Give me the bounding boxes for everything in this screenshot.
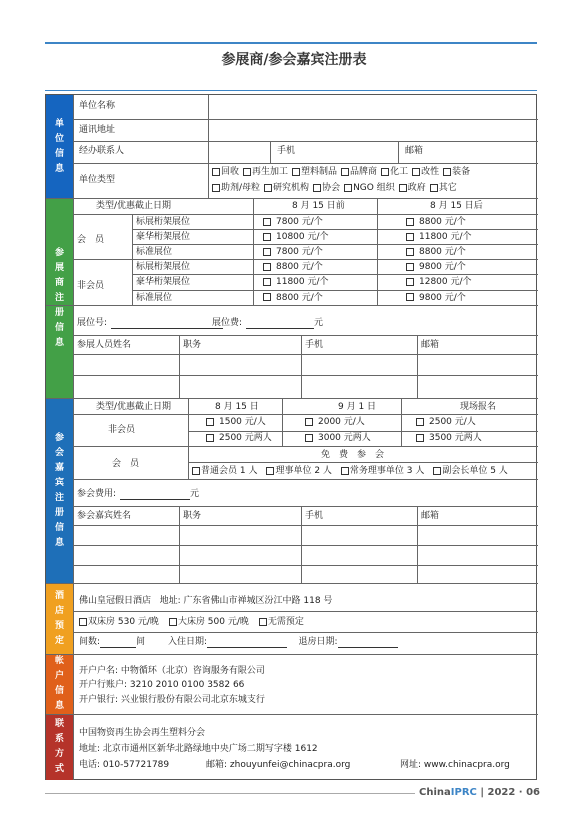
registration-form bbox=[45, 94, 537, 780]
checkbox-label: 无需预定 bbox=[267, 617, 304, 627]
booth-type: 豪华桁架展位 bbox=[136, 277, 191, 288]
price-after-option[interactable] bbox=[406, 247, 466, 258]
section-char: 息 bbox=[54, 701, 64, 711]
price-before-option[interactable] bbox=[263, 247, 323, 258]
price-before-option[interactable] bbox=[263, 277, 329, 288]
section-divider bbox=[46, 583, 538, 584]
price-after-option[interactable] bbox=[406, 262, 466, 273]
checkbox-box[interactable] bbox=[416, 434, 424, 442]
section-char: 式 bbox=[54, 764, 64, 774]
contact-website[interactable]: 网址: www.chinacpra.org bbox=[400, 760, 510, 770]
checkbox-box[interactable] bbox=[412, 168, 420, 176]
account-number: 开户行账户: 3210 2010 0100 3582 66 bbox=[79, 680, 245, 690]
booth-type: 标展桁架展位 bbox=[136, 262, 191, 273]
booth-number-field[interactable] bbox=[77, 318, 223, 329]
page-footer bbox=[0, 787, 588, 801]
section-char: 系 bbox=[54, 734, 64, 744]
checkbox-box[interactable] bbox=[341, 467, 349, 475]
section-divider bbox=[46, 654, 538, 655]
checkbox-label: 再生加工 bbox=[252, 167, 289, 177]
hotel-dates-row bbox=[79, 637, 398, 648]
unit-address-label: 通讯地址 bbox=[79, 125, 116, 135]
grid-line bbox=[401, 414, 402, 446]
grid-line bbox=[73, 632, 538, 633]
section-label-hotel bbox=[46, 583, 73, 654]
price-before: 11800 元/个 bbox=[276, 277, 329, 288]
checkbox-box[interactable] bbox=[206, 434, 214, 442]
checkbox-label: 装备 bbox=[452, 167, 471, 177]
checkbox-option[interactable] bbox=[399, 183, 426, 193]
price-before: 8800 元/个 bbox=[276, 292, 323, 303]
exhibitor-nonmember-label: 非会员 bbox=[77, 281, 105, 291]
checkbox-label: 协会 bbox=[322, 183, 341, 193]
section-char: 注 bbox=[54, 492, 64, 503]
price-after: 11800 元/个 bbox=[419, 232, 472, 243]
section-label-account bbox=[46, 654, 73, 714]
grid-line bbox=[73, 214, 538, 215]
booth-number-label: 展位号: bbox=[77, 318, 108, 328]
guest-price-option[interactable] bbox=[206, 433, 272, 444]
guest-price: 1500 元/人 bbox=[219, 417, 266, 427]
booth-type: 标展桁架展位 bbox=[136, 217, 191, 227]
guest-header-d3: 现场报名 bbox=[460, 402, 497, 412]
guest-price: 3000 元两人 bbox=[318, 433, 371, 443]
grid-line bbox=[188, 431, 538, 432]
checkbox-box[interactable] bbox=[263, 218, 271, 226]
checkbox-option[interactable] bbox=[433, 466, 507, 476]
checkbox-option[interactable] bbox=[381, 167, 408, 177]
grid-line bbox=[301, 335, 302, 398]
section-char: 册 bbox=[54, 507, 64, 518]
footer-brand-text: China bbox=[419, 787, 451, 798]
booth-type: 豪华桁架展位 bbox=[136, 232, 191, 243]
grid-line bbox=[208, 163, 209, 198]
table-header: 手机 bbox=[305, 511, 324, 521]
account-holder: 开户户名: 中物循环（北京）咨询服务有限公司 bbox=[79, 666, 265, 676]
checkbox-box[interactable] bbox=[399, 184, 407, 192]
footer-brand-accent: IPRC bbox=[450, 787, 477, 798]
guest-member-options bbox=[192, 466, 517, 477]
checkbox-box[interactable] bbox=[264, 184, 272, 192]
price-after: 12800 元/个 bbox=[419, 277, 472, 288]
guest-price: 3500 元两人 bbox=[429, 433, 482, 443]
unit-type-options-row2 bbox=[212, 183, 461, 194]
price-after-option[interactable] bbox=[406, 232, 472, 243]
checkbox-label: 改性 bbox=[421, 167, 440, 177]
checkbox-label: 副会长单位 5 人 bbox=[442, 466, 508, 476]
checkbox-option[interactable] bbox=[313, 183, 340, 193]
guest-fee-field[interactable] bbox=[77, 489, 199, 500]
grid-line bbox=[46, 305, 538, 306]
checkbox-box[interactable] bbox=[406, 233, 414, 241]
booth-type: 标准展位 bbox=[136, 247, 173, 258]
section-char: 信 bbox=[54, 322, 64, 333]
checkbox-option[interactable] bbox=[443, 167, 470, 177]
unit-email-label: 邮箱 bbox=[405, 146, 424, 156]
checkbox-box[interactable] bbox=[292, 168, 300, 176]
checkbox-label: 常务理事单位 3 人 bbox=[349, 466, 425, 476]
footer-page-number: 06 bbox=[526, 787, 541, 798]
grid-line bbox=[208, 95, 209, 163]
section-divider bbox=[46, 714, 538, 715]
checkbox-option[interactable] bbox=[344, 183, 395, 193]
price-before-option[interactable] bbox=[263, 232, 329, 243]
guest-fee-unit: 元 bbox=[190, 489, 200, 499]
section-char: 商 bbox=[54, 277, 64, 288]
rooms-count-label: 间数: bbox=[79, 637, 101, 647]
grid-line bbox=[270, 141, 271, 163]
checkbox-box[interactable] bbox=[430, 184, 438, 192]
section-char: 信 bbox=[54, 148, 64, 159]
exhibitor-header-after: 8 月 15 日后 bbox=[430, 201, 483, 211]
grid-line bbox=[132, 229, 538, 230]
section-char: 酒 bbox=[54, 590, 64, 601]
contact-phone: 电话: 010-57721789 bbox=[79, 760, 170, 770]
guest-fee-label: 参会费用: bbox=[77, 489, 117, 499]
guest-price-option[interactable] bbox=[416, 417, 476, 428]
section-label-exhibitor bbox=[46, 198, 73, 398]
checkbox-label: 政府 bbox=[407, 183, 426, 193]
grid-line bbox=[73, 141, 538, 142]
checkbox-box[interactable] bbox=[406, 293, 414, 301]
checkbox-box[interactable] bbox=[259, 618, 267, 626]
section-divider bbox=[46, 398, 538, 399]
section-char: 位 bbox=[54, 133, 64, 144]
grid-line bbox=[73, 479, 538, 480]
checkbox-option[interactable] bbox=[341, 466, 424, 476]
rooms-count-unit: 间 bbox=[136, 637, 146, 647]
checkbox-box[interactable] bbox=[79, 618, 87, 626]
checkbox-option[interactable] bbox=[192, 466, 257, 476]
grid-line bbox=[132, 274, 538, 275]
table-header: 参展人员姓名 bbox=[77, 340, 132, 350]
guest-price-option[interactable] bbox=[416, 433, 482, 444]
grid-line bbox=[73, 446, 538, 447]
title-rule bbox=[45, 90, 537, 91]
grid-line bbox=[73, 545, 538, 546]
section-char: 息 bbox=[54, 537, 64, 548]
booth-fee-unit: 元 bbox=[314, 318, 324, 328]
checkbox-box[interactable] bbox=[416, 418, 424, 426]
checkbox-option[interactable] bbox=[169, 617, 249, 627]
table-header: 参会嘉宾姓名 bbox=[77, 511, 132, 521]
unit-mobile-label: 手机 bbox=[277, 146, 296, 156]
hotel-room-options bbox=[79, 617, 314, 628]
section-char: 嘉 bbox=[54, 462, 64, 473]
checkbox-option[interactable] bbox=[259, 617, 304, 627]
grid-line bbox=[132, 290, 538, 291]
section-char: 宾 bbox=[54, 477, 64, 488]
price-after: 9800 元/个 bbox=[419, 292, 466, 303]
checkbox-label: 研究机构 bbox=[273, 183, 310, 193]
section-char: 册 bbox=[54, 307, 64, 318]
checkbox-box[interactable] bbox=[263, 248, 271, 256]
grid-line bbox=[73, 335, 538, 336]
hotel-address-label: 地址: bbox=[159, 596, 181, 606]
checkbox-option[interactable] bbox=[412, 167, 439, 177]
checkbox-label: 理事单位 2 人 bbox=[275, 466, 332, 476]
guest-free-label: 免 费 参 会 bbox=[321, 450, 385, 460]
price-before-option[interactable] bbox=[263, 293, 323, 304]
section-char: 信 bbox=[54, 522, 64, 533]
grid-line bbox=[73, 414, 538, 415]
checkbox-label: 品牌商 bbox=[350, 167, 378, 177]
checkbox-box[interactable] bbox=[212, 168, 220, 176]
unit-name-label: 单位名称 bbox=[79, 101, 116, 111]
grid-line bbox=[73, 525, 538, 526]
checkbox-label: 助剂/母粒 bbox=[221, 183, 261, 193]
checkbox-option[interactable] bbox=[79, 617, 159, 627]
section-char: 单 bbox=[54, 118, 64, 129]
checkbox-option[interactable] bbox=[341, 167, 377, 177]
checkbox-box[interactable] bbox=[263, 278, 271, 286]
section-char: 展 bbox=[54, 262, 64, 273]
guest-header-type: 类型/优惠截止日期 bbox=[96, 402, 172, 412]
price-before: 10800 元/个 bbox=[276, 232, 329, 243]
grid-line bbox=[417, 335, 418, 398]
checkout-blank[interactable] bbox=[338, 638, 398, 648]
section-char: 信 bbox=[54, 686, 64, 696]
footer-year: 2022 bbox=[487, 787, 516, 798]
checkbox-label: 化工 bbox=[390, 167, 409, 177]
grid-line bbox=[132, 244, 538, 245]
footer-brand: ChinaIPRC | 2022 · 06 bbox=[419, 787, 541, 798]
section-label-contact bbox=[46, 714, 73, 780]
top-rule bbox=[45, 42, 537, 44]
section-char: 定 bbox=[54, 635, 64, 646]
table-header: 职务 bbox=[183, 340, 202, 350]
guest-price: 2500 元/人 bbox=[429, 417, 476, 427]
checkbox-option[interactable] bbox=[243, 167, 288, 177]
guest-price-option[interactable] bbox=[305, 417, 365, 428]
grid-line bbox=[398, 141, 399, 163]
grid-line bbox=[73, 259, 538, 260]
price-after: 8800 元/个 bbox=[419, 247, 466, 258]
section-label-unit bbox=[46, 95, 73, 198]
account-bank: 开户银行: 兴业银行股份有限公司北京东城支行 bbox=[79, 695, 265, 705]
checkbox-box[interactable] bbox=[263, 233, 271, 241]
footer-rule bbox=[45, 793, 415, 794]
grid-line bbox=[73, 611, 538, 612]
section-char: 息 bbox=[54, 163, 64, 174]
checkbox-label: 塑料制品 bbox=[301, 167, 338, 177]
section-char: 户 bbox=[54, 671, 64, 681]
section-char: 预 bbox=[54, 620, 64, 631]
checkbox-label: 其它 bbox=[438, 183, 457, 193]
contact-org: 中国物资再生协会再生塑料分会 bbox=[79, 728, 206, 738]
price-before: 8800 元/个 bbox=[276, 262, 323, 273]
checkbox-box[interactable] bbox=[192, 467, 200, 475]
checkbox-label: NGO 组织 bbox=[353, 183, 395, 193]
table-header: 邮箱 bbox=[421, 340, 440, 350]
section-char: 参 bbox=[54, 432, 64, 443]
checkbox-box[interactable] bbox=[243, 168, 251, 176]
price-after-option[interactable] bbox=[406, 217, 466, 228]
exhibitor-member-label: 会 员 bbox=[77, 235, 105, 245]
grid-line bbox=[188, 462, 538, 463]
grid-line bbox=[73, 375, 538, 376]
section-char: 联 bbox=[54, 719, 64, 729]
grid-line bbox=[73, 354, 538, 355]
checkbox-label: 普通会员 1 人 bbox=[201, 466, 258, 476]
checkbox-box[interactable] bbox=[169, 618, 177, 626]
grid-line bbox=[188, 398, 189, 446]
checkbox-option[interactable] bbox=[264, 183, 309, 193]
contact-email[interactable]: 邮箱: zhouyunfei@chinacpra.org bbox=[206, 760, 351, 770]
section-label-guest bbox=[46, 398, 73, 583]
unit-type-options-row1 bbox=[212, 167, 474, 178]
checkbox-option[interactable] bbox=[266, 466, 331, 476]
guest-price-option[interactable] bbox=[206, 417, 266, 428]
price-after-option[interactable] bbox=[406, 277, 472, 288]
hotel-address: 广东省佛山市禅城区汾江中路 118 号 bbox=[183, 596, 333, 606]
checkbox-box[interactable] bbox=[263, 263, 271, 271]
grid-line bbox=[73, 119, 538, 120]
section-char: 帐 bbox=[54, 656, 64, 666]
guest-price-option[interactable] bbox=[305, 433, 371, 444]
guest-nonmember-label: 非会员 bbox=[108, 425, 136, 435]
price-after: 9800 元/个 bbox=[419, 262, 466, 273]
checkin-label: 入住日期: bbox=[167, 637, 207, 647]
checkbox-box[interactable] bbox=[263, 293, 271, 301]
table-header: 职务 bbox=[183, 511, 202, 521]
guest-price: 2000 元/人 bbox=[318, 417, 365, 427]
checkbox-label: 双床房 530 元/晚 bbox=[88, 617, 159, 627]
checkout-label: 退房日期: bbox=[298, 637, 338, 647]
grid-line bbox=[73, 565, 538, 566]
checkbox-box[interactable] bbox=[341, 168, 349, 176]
unit-contact-label: 经办联系人 bbox=[79, 146, 125, 156]
checkbox-box[interactable] bbox=[212, 184, 220, 192]
section-char: 方 bbox=[54, 749, 64, 759]
guest-price: 2500 元两人 bbox=[219, 433, 272, 443]
section-char: 店 bbox=[54, 605, 64, 616]
checkbox-label: 大床房 500 元/晚 bbox=[177, 617, 249, 627]
section-divider bbox=[46, 198, 538, 199]
checkbox-box[interactable] bbox=[443, 168, 451, 176]
price-before: 7800 元/个 bbox=[276, 247, 323, 258]
checkin-blank[interactable] bbox=[207, 638, 287, 648]
checkbox-option[interactable] bbox=[292, 167, 337, 177]
booth-fee-label: 展位费: bbox=[212, 318, 243, 328]
checkbox-option[interactable] bbox=[430, 183, 457, 193]
grid-line bbox=[73, 506, 538, 507]
checkbox-label: 回收 bbox=[221, 167, 240, 177]
hotel-info bbox=[79, 596, 332, 607]
price-before: 7800 元/个 bbox=[276, 217, 323, 227]
table-header: 邮箱 bbox=[421, 511, 440, 521]
checkbox-option[interactable] bbox=[212, 167, 239, 177]
checkbox-box[interactable] bbox=[305, 418, 313, 426]
checkbox-box[interactable] bbox=[206, 418, 214, 426]
price-after: 8800 元/个 bbox=[419, 217, 466, 227]
price-before-option[interactable] bbox=[263, 262, 323, 273]
section-char: 会 bbox=[54, 447, 64, 458]
booth-fee-field[interactable] bbox=[212, 318, 323, 329]
checkbox-box[interactable] bbox=[305, 434, 313, 442]
checkbox-box[interactable] bbox=[406, 218, 414, 226]
section-char: 注 bbox=[54, 292, 64, 303]
checkbox-box[interactable] bbox=[381, 168, 389, 176]
grid-line bbox=[179, 335, 180, 398]
checkbox-option[interactable] bbox=[212, 183, 260, 193]
checkbox-box[interactable] bbox=[433, 467, 441, 475]
unit-type-label: 单位类型 bbox=[79, 175, 116, 185]
exhibitor-header-type: 类型/优惠截止日期 bbox=[96, 201, 172, 211]
checkbox-box[interactable] bbox=[266, 467, 274, 475]
checkbox-box[interactable] bbox=[313, 184, 321, 192]
checkbox-box[interactable] bbox=[344, 184, 352, 192]
section-char: 参 bbox=[54, 247, 64, 258]
guest-header-d2: 9 月 1 日 bbox=[338, 402, 377, 412]
price-before-option[interactable] bbox=[263, 217, 323, 228]
table-header: 手机 bbox=[305, 340, 324, 350]
grid-line bbox=[282, 414, 283, 446]
checkbox-box[interactable] bbox=[406, 263, 414, 271]
grid-line bbox=[73, 163, 538, 164]
price-after-option[interactable] bbox=[406, 293, 466, 304]
guest-fee-blank[interactable] bbox=[120, 490, 190, 500]
page-title: 参展商/参会嘉宾注册表 bbox=[221, 52, 367, 68]
rooms-count-blank[interactable] bbox=[100, 638, 136, 648]
contact-address: 地址: 北京市通州区新华北路绿地中央广场二期写字楼 1612 bbox=[79, 744, 318, 754]
booth-type: 标准展位 bbox=[136, 292, 173, 303]
checkbox-box[interactable] bbox=[406, 278, 414, 286]
guest-member-label: 会 员 bbox=[112, 459, 140, 469]
hotel-name: 佛山皇冠假日酒店 bbox=[79, 596, 152, 606]
section-char: 息 bbox=[54, 337, 64, 348]
booth-number-blank[interactable] bbox=[111, 319, 223, 329]
booth-fee-blank[interactable] bbox=[246, 319, 314, 329]
checkbox-box[interactable] bbox=[406, 248, 414, 256]
guest-header-d1: 8 月 15 日 bbox=[215, 402, 259, 412]
exhibitor-header-before: 8 月 15 日前 bbox=[292, 201, 345, 211]
